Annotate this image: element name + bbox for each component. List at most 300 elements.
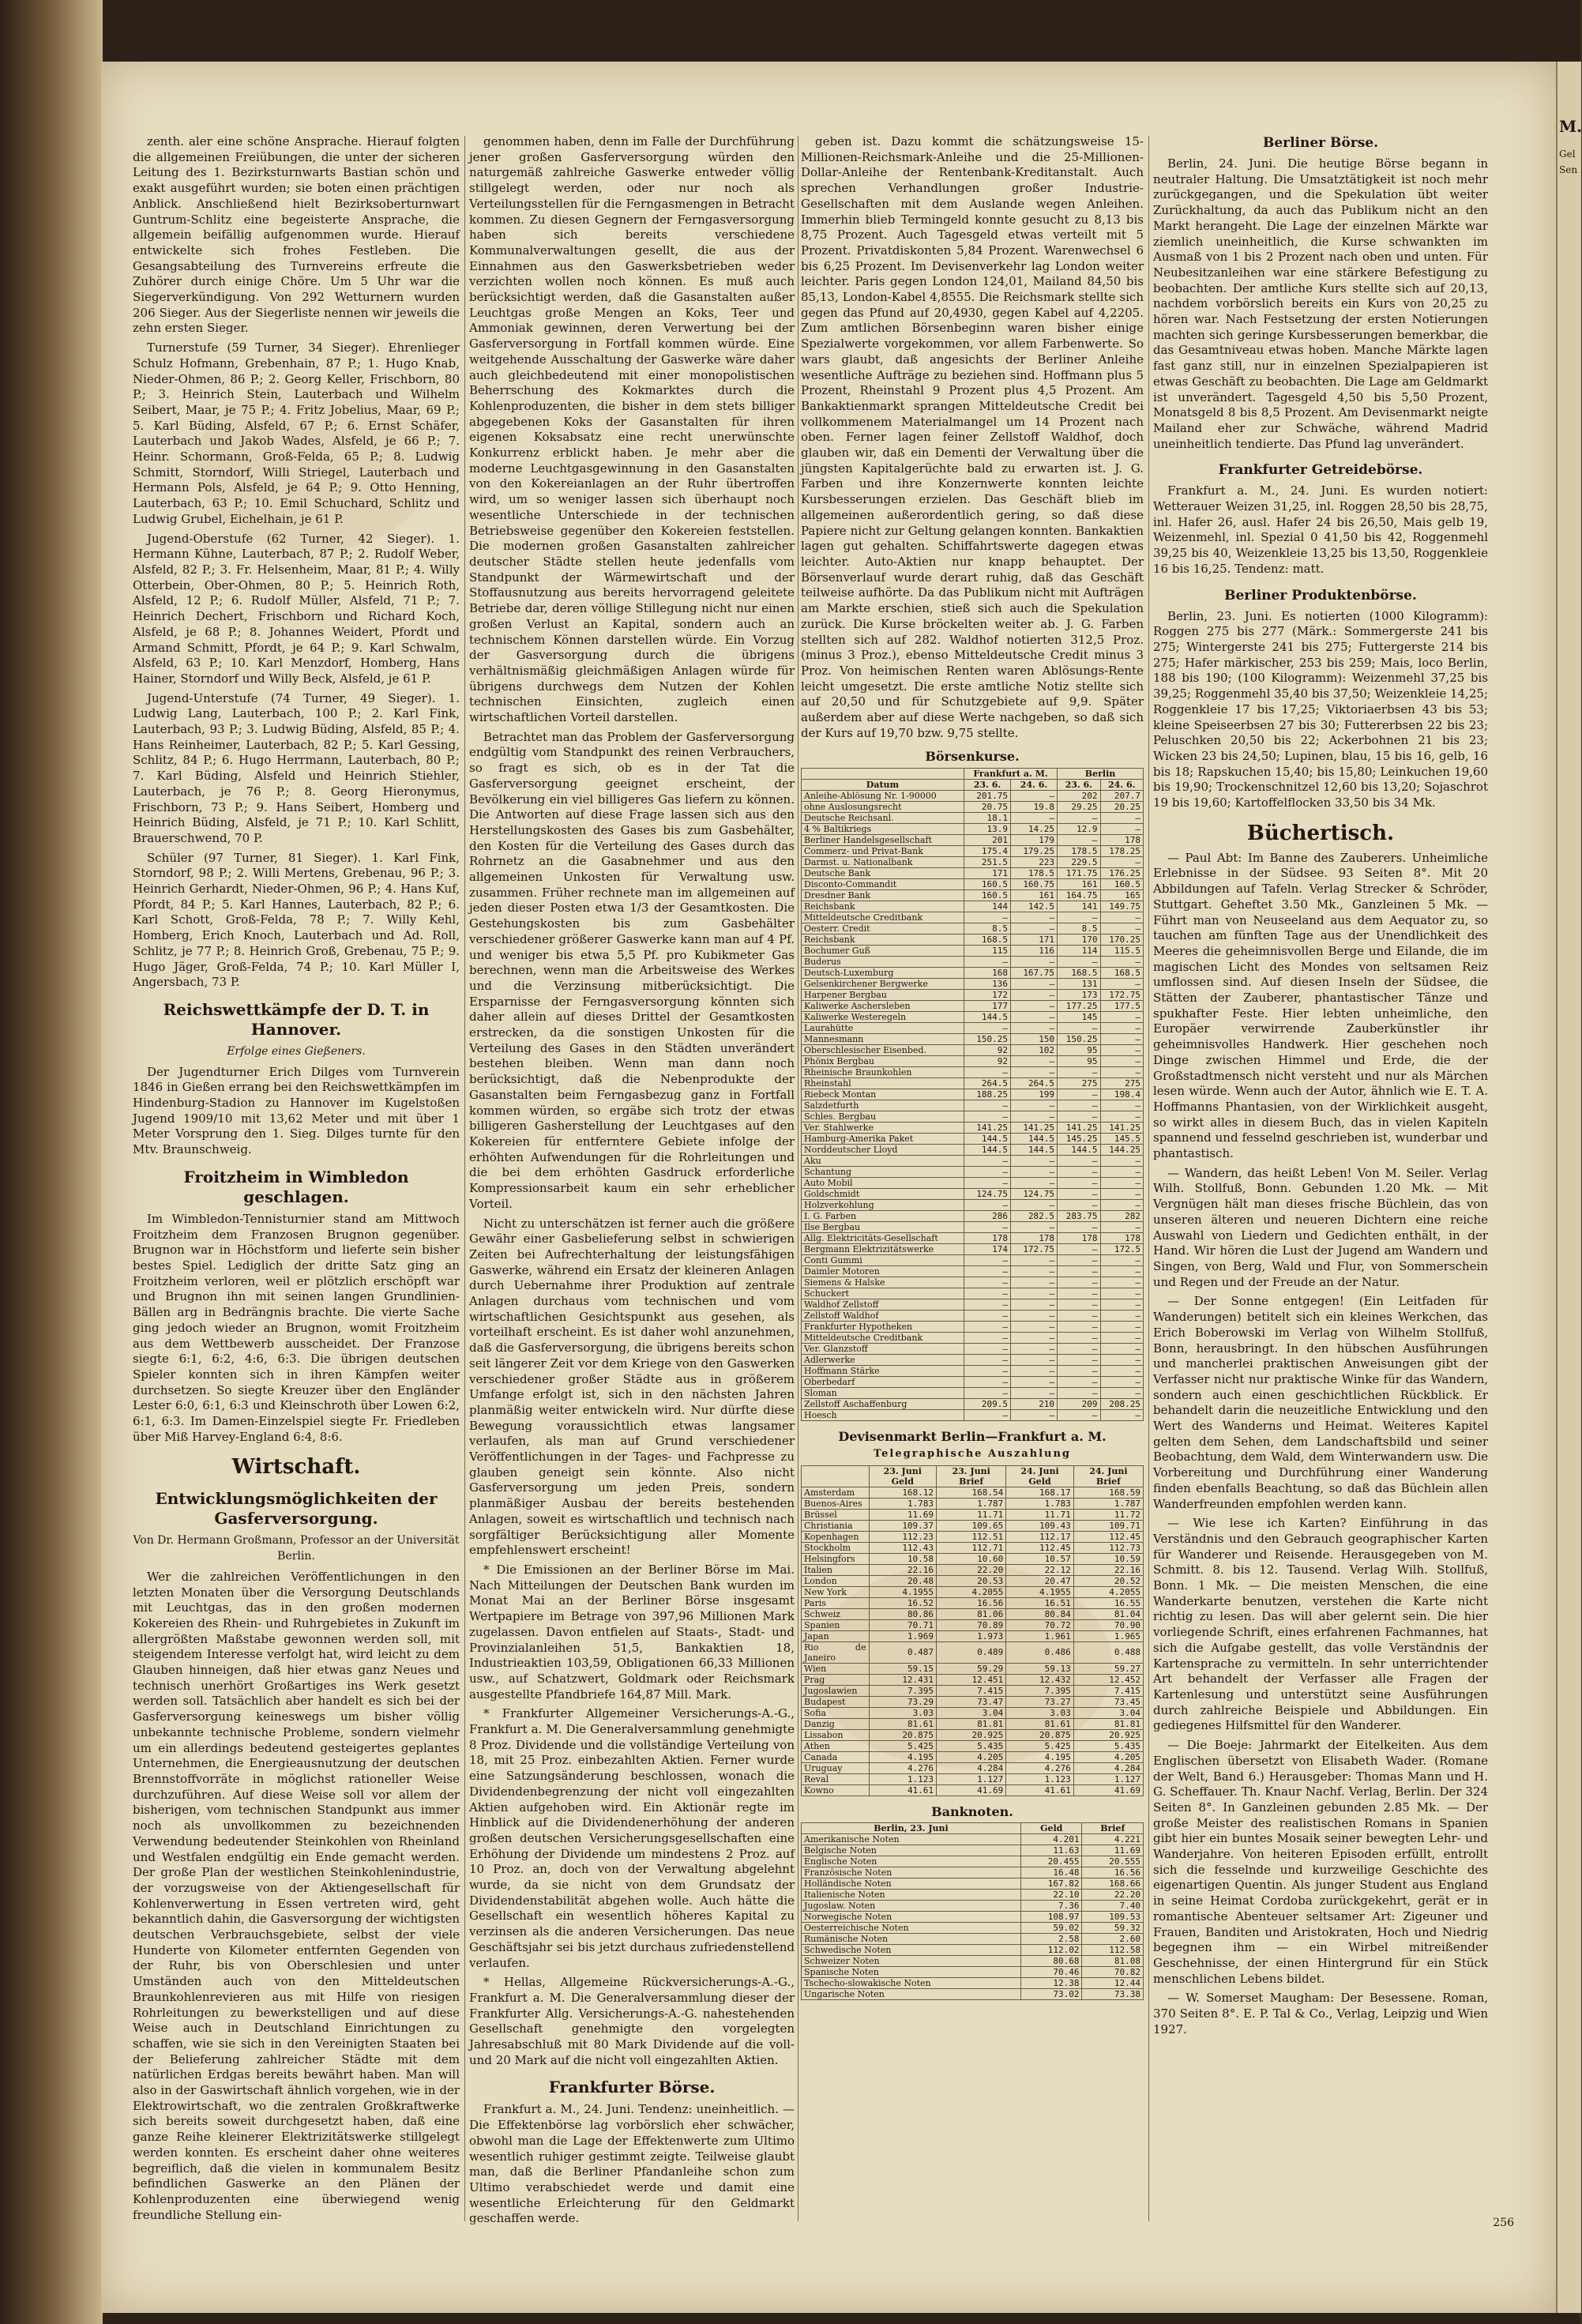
table-cell: — — [1058, 1111, 1100, 1123]
table-cell: 223 — [1011, 857, 1058, 868]
table-cell: 1.127 — [937, 1773, 1006, 1784]
table-row — [802, 1498, 1144, 1509]
table-cell: 210 — [1011, 1399, 1058, 1410]
table-cell: 199 — [1011, 1089, 1058, 1100]
row-label: Holzverkohlung — [802, 1200, 964, 1211]
table-cell: 10.58 — [869, 1553, 937, 1564]
row-label: Reichsbank — [802, 901, 964, 912]
table-cell: — — [1011, 1355, 1058, 1366]
table-cell: 12.38 — [1020, 1978, 1082, 1989]
table-cell: 41.69 — [937, 1784, 1006, 1796]
table-cell: — — [1058, 1255, 1100, 1266]
table-cell: 168 — [964, 968, 1010, 979]
table-cell: — — [1100, 1377, 1143, 1388]
table-row — [802, 1978, 1144, 1989]
table-row — [802, 1123, 1144, 1134]
table-cell: 112.23 — [869, 1531, 937, 1542]
table-cell: 150.25 — [1058, 1034, 1100, 1045]
table-cell: 22.20 — [1082, 1890, 1144, 1901]
table-cell: 95 — [1058, 1056, 1100, 1067]
table-cell: — — [1100, 1344, 1143, 1355]
paragraph: — Wandern, das heißt Leben! Von M. Seiler. Verlag Wilh. Stollfuß, Bonn. Gebunden 1.20 Mk. — Mit Vergnügen hält man dieses frische Büchlein, das von unseren älteren und neueren Dichtern eine reiche Auswahl von Liedern und Gedichten enthält, in der Hand. Wir hören die Lust der Jugend am Wandern und Singen, von Berg, Wald und Flur, von Sommerschein und Regen und der Freude an der Natur. — [1153, 1165, 1488, 1289]
table-cell: 5.435 — [937, 1740, 1006, 1751]
table-cell: — — [964, 1311, 1010, 1322]
row-label: Paris — [802, 1597, 870, 1608]
table-cell: 16.56 — [937, 1597, 1006, 1608]
row-label: Laurahütte — [802, 1023, 964, 1034]
table-cell: 92 — [964, 1056, 1010, 1067]
table-cell: 251.5 — [964, 857, 1010, 868]
table-cell: 12.9 — [1058, 824, 1100, 835]
row-label: Allg. Elektricitäts-Gesellschaft — [802, 1233, 964, 1244]
column-4 — [1153, 134, 1488, 2236]
table-cell: — — [1011, 791, 1058, 802]
row-label: Uruguay — [802, 1762, 870, 1773]
table-cell: 160.75 — [1011, 879, 1058, 890]
table-row — [802, 1707, 1144, 1718]
paragraph: geben ist. Dazu kommt die schätzungsweise 15-Millionen-Reichsmark-Anleihe und die 25-Millionen-Dollar-Anleihe der Rentenbank-Kreditanstalt. Auch sprechen Verhandlungen großer Industrie-Gesellschaften mit dem Auslande wegen Anleihen. Immerhin blieb Termingeld konnte gesucht zu 8,13 bis 8,75 Prozent. Auch Tagesgeld etwas verteilt mit 5 Prozent. Privatdiskonten 5,84 Prozent. Warenwechsel 6 bis 6,25 Prozent. Im Devisenverkehr lag London weiter leichter. Paris gegen London 124,01, Mailand 84,50 bis 85,13, London-Kabel 4,8555. Die Reichsmark stellte sich gegen das Pfund auf 20,4930, gegen Kabel auf 4,2205. Zum amtlichen Börsenbeginn waren bisher einige Spezialwerte vorgekommen, vor allem Farbenwerte. So wars glaubt, daß angesichts der Berliner Anleihe wesentliche Aufträge zu beziehen sind. Hoffmann plus 5 Prozent, Rheinstahl 9 Prozent plus 4,5 Prozent. Am Bankaktienmarkt sprangen Mitteldeutsche Credit bei vollkommenem Materialmangel um 14 Prozent nach oben. Ferner lagen feiner Zellstoff Waldhof, doch glauben wir, daß ein Dementi der Verwaltung über die jüngsten Kapitalgerüchte bald zu erwarten ist. J. G. Farben und ihre Konzernwerte konnten leichte Kursbesserungen erzielen. Das Geschäft blieb im allgemeinen außerordentlich gering, so daß diese Papiere nicht zur Geltung gelangen konnten. Bankaktien lagen gut gehalten. Schiffahrtswerte dagegen etwas leichter. Auto-Aktien nur knapp behauptet. Der Börsenverlauf wurde derart ruhig, daß das Geschäft teilweise aufhörte. Da das Publikum nicht mit Aufträgen am Markte erschien, stieß sich auch die Spekulation zurück. Die Kurse bröckelten weiter ab. J. G. Farben stellten sich auf 282. Waldhof notierten 312,5 Proz. (minus 3 Proz.), ebenso Mitteldeutsche Credit minus 3 Proz. Von heimischen Renten waren Ablösungs-Rente leicht umgesetzt. Die erste amtliche Notiz stellte sich auf 20,50 und für Schutzgebiete auf 9,9. Später außerdem aber auf diese Werte nachgeben, so daß sich der Kurs auf 19,70 bzw. 9,75 stellte. — [801, 134, 1144, 740]
table-cell: 41.61 — [1006, 1784, 1074, 1796]
table-row — [802, 1934, 1144, 1945]
table-cell: 10.59 — [1073, 1553, 1143, 1564]
table-row — [802, 1696, 1144, 1707]
table-cell: 145 — [1058, 1012, 1100, 1023]
table-cell: 4.205 — [1073, 1751, 1143, 1762]
table-cell: 114 — [1058, 946, 1100, 957]
table-cell: 112.45 — [1006, 1542, 1074, 1553]
row-label: Lissabon — [802, 1729, 870, 1740]
row-label: Daimler Motoren — [802, 1266, 964, 1277]
row-label: Goldschmidt — [802, 1189, 964, 1200]
row-label: Deutsche Bank — [802, 868, 964, 879]
table-cell: 112.02 — [1020, 1945, 1082, 1956]
table-cell: — — [1100, 1178, 1143, 1189]
table-cell: — — [964, 1100, 1010, 1111]
table-cell: 11.63 — [1020, 1845, 1082, 1856]
table-cell: 282 — [1100, 1211, 1143, 1222]
table-cell: 170.25 — [1100, 934, 1143, 946]
section-title-buechertisch: Büchertisch. — [1246, 821, 1395, 845]
row-label: Bochumer Guß — [802, 946, 964, 957]
table-cell: 282.5 — [1011, 1211, 1058, 1222]
table-row — [802, 1685, 1144, 1696]
row-label: I. G. Farben — [802, 1211, 964, 1222]
table-cell: 16.51 — [1006, 1597, 1074, 1608]
table-row — [802, 1189, 1144, 1200]
table-cell: — — [1011, 1178, 1058, 1189]
table-row — [802, 901, 1144, 912]
table-row — [802, 1912, 1144, 1923]
table-cell: 144.5 — [1011, 1145, 1058, 1156]
table-cell: — — [1100, 1100, 1143, 1111]
row-label: Hamburg-Amerika Paket — [802, 1134, 964, 1145]
page-number: 256 — [1493, 2217, 1514, 2229]
table-header: 24. 6. — [1100, 780, 1143, 791]
row-label: Spanien — [802, 1619, 870, 1630]
table-cell: 14.25 — [1011, 824, 1058, 835]
column-2 — [469, 134, 795, 2236]
table-row — [802, 1023, 1144, 1034]
table-cell: — — [1011, 1366, 1058, 1377]
table-cell: 4.1955 — [1006, 1586, 1074, 1597]
table-cell: — — [964, 1167, 1010, 1178]
table-cell: 22.16 — [1073, 1564, 1143, 1575]
table-cell: — — [1011, 1410, 1058, 1421]
table-cell: 109.71 — [1073, 1520, 1143, 1531]
table-cell: — — [1058, 835, 1100, 846]
table-cell: 20.75 — [964, 802, 1010, 813]
table-cell: — — [1058, 1156, 1100, 1167]
table-row — [802, 1045, 1144, 1056]
table-cell: 167.82 — [1020, 1878, 1082, 1890]
table-row — [802, 1531, 1144, 1542]
table-row — [802, 1366, 1144, 1377]
row-label: Kaliwerke Aschersleben — [802, 1001, 964, 1012]
table-cell: 80.68 — [1020, 1956, 1082, 1967]
table-cell: 41.61 — [869, 1784, 937, 1796]
table-cell: — — [1011, 1377, 1058, 1388]
row-label: Helsingfors — [802, 1553, 870, 1564]
table-cell: 0.486 — [1006, 1641, 1074, 1663]
table-row — [802, 1167, 1144, 1178]
table-row — [802, 990, 1144, 1001]
row-label: Hoesch — [802, 1410, 964, 1421]
row-label: 4 % Baltikriegs — [802, 824, 964, 835]
table-cell: 11.69 — [869, 1509, 937, 1520]
table-cell: 20.47 — [1006, 1575, 1074, 1586]
table-cell: 141.25 — [1100, 1123, 1143, 1134]
table-row — [802, 1012, 1144, 1023]
row-label: ohne Auslosungsrecht — [802, 802, 964, 813]
table-cell: 171 — [964, 868, 1010, 879]
table-cell: — — [1100, 813, 1143, 824]
row-label: Bergmann Elektrizitätswerke — [802, 1244, 964, 1255]
row-label: Dresdner Bank — [802, 890, 964, 901]
table-cell: — — [964, 1355, 1010, 1366]
table-cell: 22.10 — [1020, 1890, 1082, 1901]
table-cell: 1.783 — [869, 1498, 937, 1509]
table-cell: 144.5 — [1058, 1145, 1100, 1156]
table-cell: — — [1100, 1322, 1143, 1333]
table-row — [802, 1923, 1144, 1934]
table-cell: 168.59 — [1073, 1487, 1143, 1498]
table-cell: 198.4 — [1100, 1089, 1143, 1100]
table-cell: — — [1058, 1067, 1100, 1078]
table-cell: — — [1011, 979, 1058, 990]
table-cell: — — [1058, 1344, 1100, 1355]
table-cell: 172 — [964, 990, 1010, 1001]
table-row — [802, 824, 1144, 835]
table-cell: — — [964, 1344, 1010, 1355]
table-cell: 3.04 — [1073, 1707, 1143, 1718]
row-label: Italienische Noten — [802, 1890, 1021, 1901]
table-cell: 73.27 — [1006, 1696, 1074, 1707]
table-row — [802, 1178, 1144, 1189]
table-cell: — — [1011, 1344, 1058, 1355]
table-cell: — — [1011, 1100, 1058, 1111]
table-cell: 4.1955 — [869, 1586, 937, 1597]
table-cell: 201.75 — [964, 791, 1010, 802]
paragraph: Schüler (97 Turner, 81 Sieger). 1. Karl Fink, Storndorf, 98 P.; 2. Willi Mertens, Grebenau, 96 P.; 3. Heinrich Gerhardt, Nieder-Ohmen, 96 P.; 4. Hans Kuf, Pfordt, 84 P.; 5. Karl Hannes, Lauterbach, 82 P.; 6. Karl Schott, Groß-Felda, 78 P.; 7. Willy Kehl, Homberg, Erich Knoch, Lauterbach und Ad. Roll, Schlitz, je 77 P.; 8. Heinrich Groß, Grebenau, 75 P.; 9. Hugo Jäger, Groß-Felda, 74 P.; 10. Karl Müller I, Angersbach, 73 P. — [133, 850, 460, 990]
table-cell: 2.60 — [1082, 1934, 1144, 1945]
row-label: Danzig — [802, 1718, 870, 1729]
table-row — [802, 1111, 1144, 1123]
table-cell: 95 — [1058, 1045, 1100, 1056]
row-label: Mitteldeutsche Creditbank — [802, 1333, 964, 1344]
table-cell: 41.69 — [1073, 1784, 1143, 1796]
table-header: 23. Juni Brief — [937, 1465, 1006, 1487]
table-cell: 177 — [964, 1001, 1010, 1012]
table-cell: — — [964, 1299, 1010, 1311]
table-cell: 283.75 — [1058, 1211, 1100, 1222]
table-cell: 11.72 — [1073, 1509, 1143, 1520]
table-cell: 81.61 — [1006, 1718, 1074, 1729]
table-cell: 11.71 — [937, 1509, 1006, 1520]
table-row — [802, 934, 1144, 946]
table-cell: 12.451 — [937, 1674, 1006, 1685]
row-label: Reichsbank — [802, 934, 964, 946]
table-cell: — — [964, 1023, 1010, 1034]
adjacent-page-text: Sen — [1559, 164, 1578, 175]
table-title-devisenmarkt: Devisenmarkt Berlin—Frankfurt a. M. — [838, 1429, 1107, 1445]
paragraph: Wer die zahlreichen Veröffentlichungen in den letzten Monaten über die Versorgung Deutschlands mit Leuchtgas, das in den großen modernen Kokereien des Rhein- und Ruhrgebietes in Zukunft im allergrößten Maßstabe gewonnen werden soll, mit steigendem Interesse verfolgt hat, wird leicht zu dem Glauben hinneigen, daß hier etwas ganz Neues und technisch unerhört Großartiges ins Werk gesetzt werden soll. Tatsächlich aber handelt es sich bei der Gasferversorgung keineswegs um bisher völlig unbekannte technische Probleme, sondern vielmehr um ein allerdings bedeutend gesteigertes geplantes Unternehmen, die Energieausnutzung der deutschen Brennstoffvorräte in möglichst rationeller Weise durchzuführen. Auf diese Weise soll vor allem der bisherigen, vom technischen Standpunkt aus immer noch als unvollkommen zu bezeichnenden Verwendung bedeutender Steinkohlen von Rheinland und Westfalen endgültig ein Ende gemacht werden. Der große Plan der westlichen Steinkohlenindustrie, der vorzugsweise von der Aktiengesellschaft für Kohlenverwertung in Essen vertreten wird, geht bekanntlich dahin, die Gasversorgung der wichtigsten deutschen Verbrauchsgebiete, selbst der viele Hunderte von Kilometer entfernten Gegenden von der Ruhr, bis von Oberschlesien und unter Umständen auch von den Mitteldeutschen Braunkohlenrevieren aus mit Hilfe von riesigen Rohrleitungen zu bewerkstelligen und auf diese Weise auch in Deutschland Einrichtungen zu schaffen, wie sie sich in den Vereinigten Staaten bei der Belieferung zahlreicher Städte mit dem natürlichen Erdgas bereits bewährt haben. Man will also in der Gaswirtschaft ähnlich vorgehen, wie in der Elektrowirtschaft, wo die zentralen Großkraftwerke sich bereits soweit durchgesetzt haben, daß eine ganze Reihe kleinerer Elektrizitätswerke stillgelegt werden konnten. Es erscheint daher ohne weiteres begreiflich, daß die vielen in kommunalem Besitz befindlichen Gaswerke an den Plänen der Kohlenproduzenten eine überwiegend wenig freundliche Stellung ein- — [133, 1569, 460, 2222]
table-cell: — — [1100, 1255, 1143, 1266]
table-row — [802, 1244, 1144, 1255]
table-cell: 171.75 — [1058, 868, 1100, 879]
table-cell: 4.284 — [937, 1762, 1006, 1773]
table-cell: 179.25 — [1011, 846, 1058, 857]
currency-table — [801, 1465, 1144, 1796]
row-label: Brüssel — [802, 1509, 870, 1520]
table-row — [802, 835, 1144, 846]
row-label: Norddeutscher Lloyd — [802, 1145, 964, 1156]
table-cell: — — [1011, 1322, 1058, 1333]
table-cell: — — [964, 957, 1010, 968]
table-row — [802, 1134, 1144, 1145]
table-cell: — — [1100, 1410, 1143, 1421]
paragraph: Frankfurt a. M., 24. Juni. Es wurden notiert: Wetterauer Weizen 31,25, inl. Roggen 28,50 bis 28,75, inl. Hafer 26, ausl. Hafer 24 bis 26,50, Mais gelb 19, Weizenmehl, inl. Spezial 0 41,50 bis 42, Roggenmehl 39,25 bis 40, Weizenkleie 13,25 bis 13,50, Roggenkleie 16 bis 16,25. Tendenz: matt. — [1153, 483, 1488, 576]
table-cell: 4.221 — [1082, 1834, 1144, 1845]
table-cell: — — [964, 1178, 1010, 1189]
table-cell: — — [964, 1067, 1010, 1078]
table-header-blank — [802, 769, 964, 780]
table-row — [802, 1067, 1144, 1078]
table-header: 23. 6. — [964, 780, 1010, 791]
table-row — [802, 957, 1144, 968]
table-row — [802, 946, 1144, 957]
row-label: Siemens & Halske — [802, 1277, 964, 1288]
table-cell: 22.20 — [937, 1564, 1006, 1575]
table-cell: 20.555 — [1082, 1856, 1144, 1867]
row-label: Jugoslawien — [802, 1685, 870, 1696]
table-cell: 70.72 — [1006, 1619, 1074, 1630]
paragraph: Betrachtet man das Problem der Gasferversorgung endgültig vom Standpunkt des reinen Verbrauchers, so fragt es sich, ob es in der Tat die Gasferversorgung geeignet erscheint, der Bevölkerung ein viel billigeres Gas liefern zu können. Die Antworten auf diese Frage lassen sich aus den Herstellungskosten des Gases bis zum Gasbehälter, den Kosten für die Verteilung des Gases durch das Rohrnetz an die Gasabnehmer und aus den allgemeinen Unkosten für Verwaltung usw. zusammen. Früher rechnete man im allgemeinen auf jeden dieser Posten etwa 1/3 der Gesamtkosten. Die Gestehungskosten bis zum Gasbehälter verschiedener größerer Gaswerke kann man auf 4 Pf. und weniger bis etwa 5,5 Pf. pro Kubikmeter Gas berechnen, wenn man die Arbeitsweise des Werkes und die Verzinsung mitberücksichtigt. Die Ersparnisse der Ferngasversorgung könnten sich daher allein auf dieses Drittel der Gesamtkosten erstrecken, da die sonstigen Unkosten für die Verteilung des Gases in den Städten unverändert bestehen bleiben. Wenn man dann noch berücksichtigt, daß die Nebenprodukte der Gasanstalten beim Ferngasbezug ganz in Fortfall kommen würden, so ergäbe sich trotz der etwas billigeren Gasherstellung der Leuchtgases auf den Kokereien für entferntere Gebiete infolge der erhöhten Aufwendungen für die Rohrleitungen und die bei dem erhöhten Gasdruck erforderliche Kompressionsarbeit kaum ein sehr erheblicher Vorteil. — [469, 729, 795, 1211]
table-row — [802, 1564, 1144, 1575]
table-row — [802, 1845, 1144, 1856]
table-row — [802, 1487, 1144, 1498]
paragraph: Berlin, 24. Juni. Die heutige Börse begann in neutraler Haltung. Die Umsatztätigkeit ist noch mehr zurückgegangen, und die Spekulation übt weiter Zurückhaltung, da auch das Publikum nicht an den Markt herangeht. Die Lage der einzelnen Märkte war ziemlich uneinheitlich, die Kurse schwankten im Ausmaß von 1 bis 2 Prozent nach oben und unten. Für Neubesitzanleihen war eine stärkere Befestigung zu beobachten. Der amtliche Kurs stellte sich auf 20,13, nachdem vorbörslich bereits ein Kurs von 20,25 zu hören war. Nach Festsetzung der ersten Notierungen machten sich geringe Kursbesserungen bemerkbar, die das Gesamtniveau etwas hoben. Manche Märkte lagen fast ganz still, nur in einzelnen Spezialpapieren ist etwas Geschäft zu beobachten. Die Lage am Geldmarkt ist unverändert. Tagesgeld 4,50 bis 5,50 Prozent, Monatsgeld 8 bis 8,5 Prozent. Am Devisenmarkt neigte Mailand eher zur Schwäche, während Madrid uneinheitlich tendierte. Das Pfund lag unverändert. — [1153, 156, 1488, 451]
row-label: Reval — [802, 1773, 870, 1784]
table-cell: 81.81 — [1073, 1718, 1143, 1729]
table-cell: 109.65 — [937, 1520, 1006, 1531]
table-row — [802, 1630, 1144, 1641]
paragraph: — Wie lese ich Karten? Einführung in das Verständnis und den Gebrauch geographischer Karten für Wanderer und Reisende. Herausgegeben von M. Schmitt. 8. bis 12. Tausend. Verlag Wilh. Stollfuß, Bonn. 1 Mk. — Die meisten Menschen, die eine Wanderkarte benutzen, verstehen die Karte nicht richtig zu lesen. Das will aber gelernt sein. Die hier vorliegende Schrift, eines erfahrenen Fachmannes, hat sich die Aufgabe gestellt, das volle Verständnis der Kartensprache zu vermitteln. In sehr unterrichtender Art behandelt der Verfasser alle Fragen der Kartenlesung und unterstützt seine Ausführungen durch zahlreiche Beispiele und Abbildungen. Ein gediegenes Hilfsmittel für den Wanderer. — [1153, 1516, 1488, 1733]
table-row — [802, 1553, 1144, 1564]
table-header — [802, 1465, 870, 1487]
table-header: 24. Juni Brief — [1073, 1465, 1143, 1487]
table-cell: — — [1011, 1222, 1058, 1233]
table-cell: — — [1058, 1377, 1100, 1388]
table-row — [802, 879, 1144, 890]
row-label: Japan — [802, 1630, 870, 1641]
table-cell: 176.25 — [1100, 868, 1143, 879]
table-cell: 10.60 — [937, 1553, 1006, 1564]
table-cell: 102 — [1011, 1045, 1058, 1056]
table-cell: — — [964, 1288, 1010, 1299]
row-label: Riebeck Montan — [802, 1089, 964, 1100]
table-cell: 160.5 — [1100, 879, 1143, 890]
table-cell: — — [1011, 1056, 1058, 1067]
row-label: Conti Gummi — [802, 1255, 964, 1266]
table-cell: 4.276 — [869, 1762, 937, 1773]
table-cell: 168.5 — [964, 934, 1010, 946]
table-cell: 264.5 — [964, 1078, 1010, 1089]
row-label: Gelsenkirchener Bergwerke — [802, 979, 964, 990]
table-cell: 165 — [1100, 890, 1143, 901]
table-cell: — — [1058, 1388, 1100, 1399]
row-label: Amerikanische Noten — [802, 1834, 1021, 1845]
table-cell: 109.37 — [869, 1520, 937, 1531]
table-cell: 4.195 — [1006, 1751, 1074, 1762]
table-cell: 1.965 — [1073, 1630, 1143, 1641]
table-cell: 4.284 — [1073, 1762, 1143, 1773]
table-cell: 145.5 — [1100, 1134, 1143, 1145]
table-row — [802, 1288, 1144, 1299]
table-row — [802, 968, 1144, 979]
table-cell: — — [1058, 1355, 1100, 1366]
section-title-wirtschaft: Wirtschaft. — [231, 1455, 361, 1480]
row-label: Oesterr. Credit — [802, 923, 964, 934]
table-cell: 8.5 — [1058, 923, 1100, 934]
row-label: Auto Mobil — [802, 1178, 964, 1189]
table-row — [802, 846, 1144, 857]
subheadline: Erfolge eines Gießeners. — [227, 1044, 366, 1058]
table-cell: 150.25 — [964, 1034, 1010, 1045]
table-row — [802, 1856, 1144, 1867]
table-row — [802, 1222, 1144, 1233]
table-cell: 20.52 — [1073, 1575, 1143, 1586]
headline-frankfurter-boerse: Frankfurter Börse. — [548, 2078, 716, 2097]
table-cell: 18.1 — [964, 813, 1010, 824]
table-cell: 20.53 — [937, 1575, 1006, 1586]
table-cell: 5.435 — [1073, 1740, 1143, 1751]
table-cell: — — [1058, 1023, 1100, 1034]
table-cell: 70.82 — [1082, 1967, 1144, 1978]
table-cell: 170 — [1058, 934, 1100, 946]
banknote-table — [801, 1822, 1144, 2000]
table-cell: 178 — [964, 1233, 1010, 1244]
table-cell: 59.29 — [937, 1663, 1006, 1674]
table-group-header: Frankfurt a. M. — [964, 769, 1057, 780]
table-cell: — — [1058, 1100, 1100, 1111]
table-cell: — — [1058, 1311, 1100, 1322]
row-label: Deutsche Reichsanl. — [802, 813, 964, 824]
row-label: New York — [802, 1586, 870, 1597]
table-cell: — — [1100, 957, 1143, 968]
table-row — [802, 1211, 1144, 1222]
table-row — [802, 1773, 1144, 1784]
table-header: Datum — [802, 780, 964, 791]
table-cell: 1.787 — [1073, 1498, 1143, 1509]
row-label: Wien — [802, 1663, 870, 1674]
table-cell: — — [1100, 857, 1143, 868]
table-cell: 3.03 — [1006, 1707, 1074, 1718]
table-cell: — — [1058, 1410, 1100, 1421]
table-cell: 4.195 — [869, 1751, 937, 1762]
table-row — [802, 1322, 1144, 1333]
paragraph: * Frankfurter Allgemeiner Versicherungs-A.-G., Frankfurt a. M. Die Generalversammlung genehmigte 8 Proz. Dividende und die vollständige Verteilung von 18, mit 25 Proz. einbezahlten Aktien. Ferner wurde eine Satzungsänderung beschlossen, wonach die Dividendenbegrenzung der nicht voll eingezahlten Aktien aufgehoben wird. Ein Aktionär regte im Hinblick auf die Dividendenerhöhung der anderen großen deutschen Versicherungsgesellschaften eine Erhöhung der Dividende um mindestens 2 Proz. auf 10 Proz. an, doch von der Verwaltung abgelehnt wurde, da sie nicht von dem Grundsatz der Dividendenstabilität abgehen wolle. Auch hätte die Gesellschaft ein wesentlich höheres Kapital zu verzinsen als die anderen Versicherungen. Das neue Geschäftsjahr sei bis jetzt durchaus zufriedenstellend verlaufen. — [469, 1706, 795, 1970]
table-row — [802, 1834, 1144, 1845]
table-cell: 92 — [964, 1045, 1010, 1056]
table-cell: 7.40 — [1082, 1901, 1144, 1912]
table-row — [802, 1945, 1144, 1956]
table-row — [802, 1233, 1144, 1244]
table-cell: 108.97 — [1020, 1912, 1082, 1923]
row-label: Berliner Handelsgesellschaft — [802, 835, 964, 846]
table-cell: 7.415 — [1073, 1685, 1143, 1696]
table-cell: 16.52 — [869, 1597, 937, 1608]
table-cell: 141.25 — [964, 1123, 1010, 1134]
table-cell: 59.13 — [1006, 1663, 1074, 1674]
paragraph: Berlin, 23. Juni. Es notierten (1000 Kilogramm): Roggen 275 bis 277 (Märk.: Sommergerste 241 bis 275; Wintergerste 241 bis 275; Futtergerste 214 bis 275; Hafer märkischer, 253 bis 259; Mais, loco Berlin, 188 bis 190; (100 Kilogramm): Weizenmehl 37,25 bis 39,25; Roggenmehl 35,40 bis 37,50; Weizenkleie 14,25; Roggenkleie 17 bis 17,25; Viktoriaerbsen 43 bis 53; kleine Speiseerbsen 27 bis 30; Futtererbsen 22 bis 23; Peluschken 20,50 bis 22; Ackerbohnen 21 bis 23; Wicken 23 bis 24,50; Lupinen, blau, 15 bis 16, gelb, 16 bis 18; Rapskuchen 15,40; bis 15,80; Leinkuchen 19,60 bis 19,90; Trockenschnitzel 12,60 bis 13,20; Sojaschrot 19 bis 19,60; Kartoffelflocken 33,50 bis 34 Mk. — [1153, 608, 1489, 810]
table-cell: — — [964, 912, 1010, 923]
table-cell: 141.25 — [1058, 1123, 1100, 1134]
table-cell: 81.08 — [1082, 1956, 1144, 1967]
table-cell: — — [1058, 1089, 1100, 1100]
table-cell: 11.71 — [1006, 1509, 1074, 1520]
table-cell: 188.25 — [964, 1089, 1010, 1100]
table-cell: 275 — [1058, 1078, 1100, 1089]
table-row — [802, 802, 1144, 813]
table-cell: — — [1011, 1111, 1058, 1123]
table-title-boersenkurse: Börsenkurse. — [925, 749, 1020, 765]
table-cell: 59.02 — [1020, 1923, 1082, 1934]
table-cell: — — [1058, 1322, 1100, 1333]
table-cell: — — [964, 1277, 1010, 1288]
table-cell: — — [1011, 1266, 1058, 1277]
table-cell: 1.123 — [869, 1773, 937, 1784]
row-label: Ver. Glanzstoff — [802, 1344, 964, 1355]
table-cell: 3.03 — [869, 1707, 937, 1718]
table-cell: 1.787 — [937, 1498, 1006, 1509]
table-cell: — — [1011, 1255, 1058, 1266]
table-cell: 59.27 — [1073, 1663, 1143, 1674]
table-cell: 12.44 — [1082, 1978, 1144, 1989]
table-cell: 168.66 — [1082, 1878, 1144, 1890]
table-cell: 124.75 — [964, 1189, 1010, 1200]
adjacent-page-text: Gel — [1559, 149, 1576, 160]
row-label: Holländische Noten — [802, 1878, 1021, 1890]
table-cell: 167.75 — [1011, 968, 1058, 979]
table-cell: — — [1100, 1023, 1143, 1034]
table-cell: — — [1100, 1167, 1143, 1178]
table-cell: 178 — [1058, 1233, 1100, 1244]
table-cell: 112.73 — [1073, 1542, 1143, 1553]
row-label: Belgische Noten — [802, 1845, 1021, 1856]
table-cell: 179 — [1011, 835, 1058, 846]
table-cell: — — [1100, 1311, 1143, 1322]
table-cell: 178.25 — [1100, 846, 1143, 857]
